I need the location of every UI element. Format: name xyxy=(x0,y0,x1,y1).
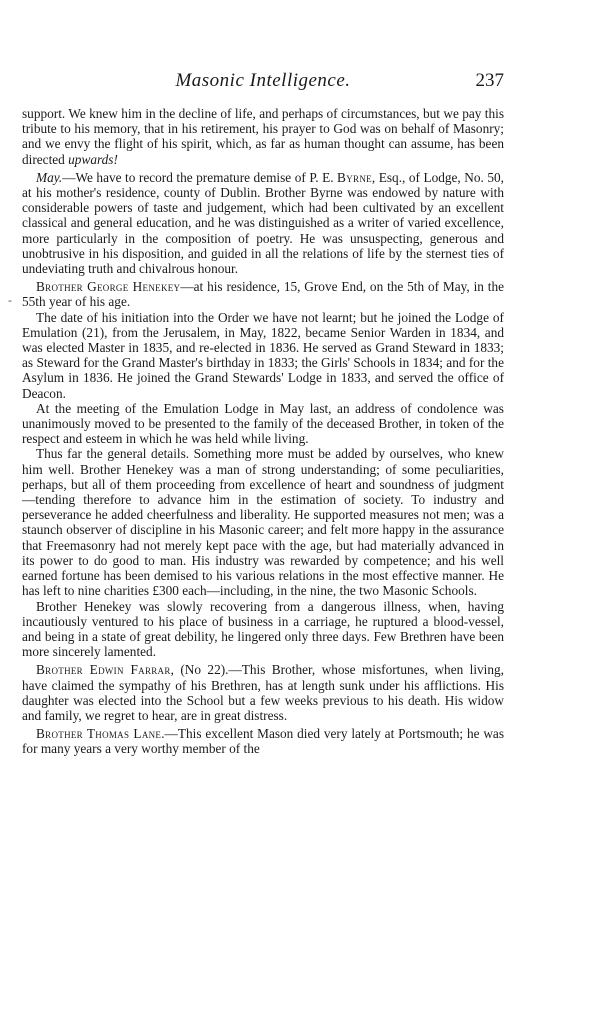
paragraph-henekey-career: The date of his initiation into the Order we have not learnt; but he joined the Lodge of Emulation (21), from the Jerusalem, in May, 1822, became Senior Warden in 1834, and was elected Master in 1835, and re-elected in 1836. He served as Grand Steward in 1833; as Steward for the Grand Master's birthday in 1833; the Girls' Schools in 1834; and for the Asylum in 1836. He joined the Grand Stewards' Lodge in 1833, and served the office of Deacon. xyxy=(22,309,504,401)
name-thomas-lane: Brother Thomas Lane xyxy=(36,726,162,742)
page-number: 237 xyxy=(475,70,504,91)
name-edwin-farrar: Brother Edwin Farrar xyxy=(36,662,171,678)
article-body xyxy=(22,106,504,757)
paragraph-emulation-condolence: At the meeting of the Emulation Lodge in May last, an address of condolence was unanimously moved to be presented to the family of the deceased Brother, in token of the respect and esteem in which he was held while living. xyxy=(22,400,504,447)
name-george-henekey: Brother George Henekey xyxy=(36,279,181,295)
paragraph-text: , (No 22).—This Brother, whose misfortunes, when living, have claimed the sympathy of his Brethren, has at length sunk under his afflictions. His daughter was elected into the School but a few weeks previous to his death. His widow and family, we regret to hear, are in great distress. xyxy=(22,662,504,723)
running-title: Masonic Intelligence. xyxy=(175,70,351,91)
paragraph-henekey-heading xyxy=(22,279,504,309)
paragraph-text: —We have to record the premature demise of P. E. xyxy=(62,169,338,185)
italic-upwards: upwards! xyxy=(68,151,118,167)
page-header xyxy=(22,70,504,100)
margin-mark: - xyxy=(8,293,12,307)
paragraph-byrne-obituary xyxy=(22,170,504,276)
paragraph-text: , Esq., of Lodge, No. 50, at his mother's residence, county of Dublin. Brother Byrne was endowed by nature with considerable powers of taste and judgement, which had been cultivated by an excellent classical and general education, and he was distinguished as a writer of varied excellence, more particularly in the composition of poetry. He was unsuspecting, generous and unobtrusive in his disposition, and guided in all the relations of life by the sternest ties of undeviating truth and chivalrous honour. xyxy=(22,169,504,277)
name-byrne: Byrne xyxy=(337,169,372,185)
paragraph-text: —at his residence, 15, Grove End, on the 5th of May, in the 55th year of his age. xyxy=(22,279,505,310)
paragraph-henekey-death: Brother Henekey was slowly recovering from a dangerous illness, when, having incautiously ventured to his place of business in a carriage, he ruptured a blood-vessel, and being in a state of great debility, he lingered only three days. Few Brethren have been more sincerely lamented. xyxy=(22,598,504,660)
paragraph-retirement-tribute xyxy=(22,106,504,167)
document-page xyxy=(22,70,504,757)
paragraph-text: support. We knew him in the decline of life, and perhaps of circumstances, but we pay this tribute to his memory, that in his retirement, his prayer to God was on behalf of Masonry; and we envy the flight of his spirit, which, as far as human thought can assume, has been directed xyxy=(22,106,504,167)
paragraph-lane-obituary xyxy=(22,726,504,756)
month-heading-may: May. xyxy=(36,169,63,185)
paragraph-farrar-obituary xyxy=(22,662,504,723)
paragraph-text: .—This excellent Mason died very lately at Portsmouth; he was for many years a very worthy member of the xyxy=(22,726,504,757)
paragraph-henekey-character: Thus far the general details. Something more must be added by ourselves, who knew him well. Brother Henekey was a man of strong understanding; of some peculiarities, perhaps, but all of them proceeding from excellence of heart and soundness of judgment—tending therefore to advance him in the estimation of society. To industry and perseverance he added cheerfulness and liberality. He supported measures not men; was a staunch observer of discipline in his Masonic career; and felt more happy in the assurance that Freemasonry had not merely kept pace with the age, but had materially advanced in its power to do good to man. His industry was rewarded by competence; and his well earned fortune has been demised to his various relations in the most effective manner. He has left to nine charities £300 each—including, in the nine, the two Masonic Schools. xyxy=(22,446,504,599)
